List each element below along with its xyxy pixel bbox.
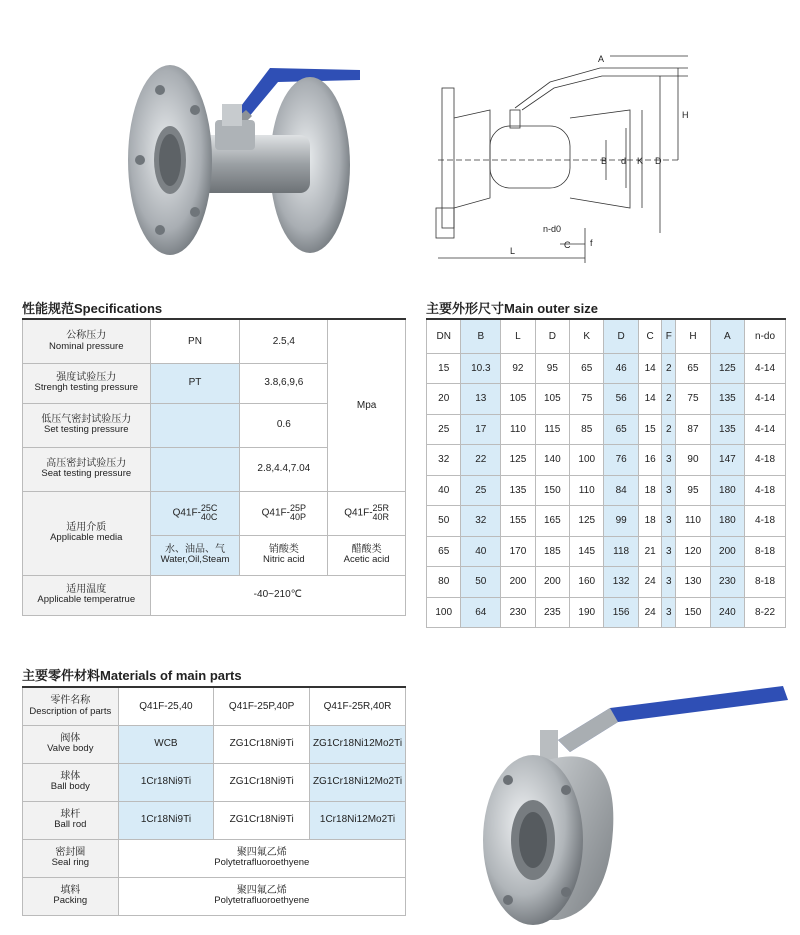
outer-size-cell: 80: [427, 567, 461, 598]
outer-size-cell: 156: [604, 597, 638, 628]
outer-size-cell: 135: [710, 414, 744, 445]
table-row: [427, 414, 786, 445]
specs-table: [22, 318, 406, 616]
spec-value: 3.8,6,9,6: [240, 363, 328, 403]
outer-size-cell: 180: [710, 506, 744, 537]
media-type: 销酸类 Nitric acid: [240, 535, 328, 575]
table-row: [427, 597, 786, 628]
outer-size-cell: 20: [427, 384, 461, 415]
outer-size-cell: 46: [604, 353, 638, 384]
svg-text:d: d: [621, 156, 627, 166]
outer-size-cell: 10.3: [461, 353, 501, 384]
outer-size-cell: 125: [570, 506, 604, 537]
svg-text:K: K: [637, 156, 644, 166]
svg-text:H: H: [682, 110, 689, 120]
outer-size-cell: 145: [570, 536, 604, 567]
table-row: [427, 353, 786, 384]
outer-size-cell: 4-18: [745, 506, 786, 537]
outer-size-title-zh: 主要外形尺寸: [426, 302, 505, 317]
outer-size-cell: 4-18: [745, 475, 786, 506]
outer-size-cell: 64: [461, 597, 501, 628]
outer-size-header: DN: [427, 319, 461, 353]
material-cell: 1Cr18Ni12Mo2Ti: [310, 801, 406, 839]
outer-size-cell: 92: [501, 353, 535, 384]
outer-size-cell: 147: [710, 445, 744, 476]
outer-size-cell: 115: [535, 414, 569, 445]
outer-size-cell: 110: [501, 414, 535, 445]
outer-size-cell: 25: [427, 414, 461, 445]
svg-text:f: f: [590, 238, 593, 248]
part-label: 密封圈 Seal ring: [23, 839, 119, 877]
outer-size-cell: 18: [638, 475, 662, 506]
outer-size-cell: 25: [461, 475, 501, 506]
outer-size-cell: 4-14: [745, 414, 786, 445]
outer-size-cell: 13: [461, 384, 501, 415]
outer-size-cell: 135: [710, 384, 744, 415]
outer-size-cell: 15: [427, 353, 461, 384]
spec-value: 2.5,4: [240, 319, 328, 363]
material-cell: ZG1Cr18Ni9Ti: [214, 801, 310, 839]
outer-size-cell: 4-14: [745, 384, 786, 415]
part-label: 填料 Packing: [23, 877, 119, 915]
outer-size-cell: 50: [461, 567, 501, 598]
spec-row-label: 高压密封试验压力 Seat testing pressure: [23, 447, 151, 491]
materials-title-en: Materials of main parts: [100, 668, 242, 683]
outer-size-cell: 2: [662, 414, 676, 445]
material-cell: ZG1Cr18Ni9Ti: [214, 763, 310, 801]
spec-code: PT: [150, 363, 240, 403]
media-model: Q41F- 25R 40R: [328, 491, 406, 535]
outer-size-cell: 85: [570, 414, 604, 445]
spec-row-label: 公称压力 Nominal pressure: [23, 319, 151, 363]
outer-size-cell: 8-22: [745, 597, 786, 628]
materials-col: Q41F-25R,40R: [310, 687, 406, 725]
spec-value: 0.6: [240, 403, 328, 447]
outer-size-cell: 15: [638, 414, 662, 445]
outer-size-cell: 22: [461, 445, 501, 476]
materials-header-label: 零件名称 Description of parts: [23, 687, 119, 725]
outer-size-cell: 185: [535, 536, 569, 567]
outer-size-cell: 75: [676, 384, 710, 415]
outer-size-cell: 32: [461, 506, 501, 537]
outer-size-cell: 21: [638, 536, 662, 567]
outer-size-cell: 24: [638, 597, 662, 628]
material-cell: ZG1Cr18Ni12Mo2Ti: [310, 725, 406, 763]
outer-size-header: C: [638, 319, 662, 353]
outer-size-cell: 4-18: [745, 445, 786, 476]
outer-size-cell: 240: [710, 597, 744, 628]
part-label: 球体 Ball body: [23, 763, 119, 801]
spec-row-label: 适用介质 Applicable media: [23, 491, 151, 575]
outer-size-cell: 17: [461, 414, 501, 445]
spec-code: PN: [150, 319, 240, 363]
outer-size-cell: 110: [676, 506, 710, 537]
outer-size-cell: 90: [676, 445, 710, 476]
outer-size-cell: 65: [676, 353, 710, 384]
spec-unit: Mpa: [328, 319, 406, 491]
spec-value: 2.8,4.4,7.04: [240, 447, 328, 491]
outer-size-cell: 105: [501, 384, 535, 415]
outer-size-cell: 56: [604, 384, 638, 415]
outer-size-cell: 3: [662, 475, 676, 506]
outer-size-cell: 135: [501, 475, 535, 506]
outer-size-title: [426, 298, 598, 317]
outer-size-cell: 84: [604, 475, 638, 506]
outer-size-header: H: [676, 319, 710, 353]
media-type: 水、油品、气 Water,Oil,Steam: [150, 535, 240, 575]
outer-size-cell: 105: [535, 384, 569, 415]
spec-row-label: 适用温度 Applicable temperatrue: [23, 575, 151, 615]
outer-size-header: L: [501, 319, 535, 353]
outer-size-cell: 32: [427, 445, 461, 476]
part-label: 球杆 Ball rod: [23, 801, 119, 839]
outer-size-cell: 2: [662, 353, 676, 384]
outer-size-cell: 14: [638, 384, 662, 415]
table-row: [427, 506, 786, 537]
outer-size-cell: 95: [535, 353, 569, 384]
outer-size-cell: 3: [662, 597, 676, 628]
outer-size-cell: 118: [604, 536, 638, 567]
svg-text:C: C: [564, 240, 571, 250]
outer-size-table: [426, 318, 786, 628]
outer-size-header: B: [461, 319, 501, 353]
spec-row-label: 低压气密封试验压力 Set testing pressure: [23, 403, 151, 447]
material-cell: WCB: [118, 725, 214, 763]
valve-photo-bottom: [478, 680, 788, 930]
outer-size-cell: 170: [501, 536, 535, 567]
table-row: [427, 567, 786, 598]
outer-size-cell: 230: [710, 567, 744, 598]
material-cell: 1Cr18Ni9Ti: [118, 763, 214, 801]
media-model: Q41F- 25C 40C: [150, 491, 240, 535]
outer-size-cell: 140: [535, 445, 569, 476]
outer-size-header: K: [570, 319, 604, 353]
outer-size-cell: 40: [461, 536, 501, 567]
outer-size-cell: 235: [535, 597, 569, 628]
outer-size-cell: 4-14: [745, 353, 786, 384]
outer-size-header: A: [710, 319, 744, 353]
outer-size-cell: 160: [570, 567, 604, 598]
specs-title-zh: 性能规范: [22, 302, 75, 317]
outer-size-cell: 3: [662, 445, 676, 476]
materials-col: Q41F-25,40: [118, 687, 214, 725]
drawing-labels: [510, 54, 689, 256]
table-row: [427, 445, 786, 476]
outer-size-cell: 87: [676, 414, 710, 445]
outer-size-cell: 8-18: [745, 536, 786, 567]
outer-size-cell: 65: [427, 536, 461, 567]
media-model: Q41F- 25P 40P: [240, 491, 328, 535]
outer-size-cell: 76: [604, 445, 638, 476]
outer-size-cell: 230: [501, 597, 535, 628]
specs-title-en: Specifications: [74, 301, 163, 316]
outer-size-header: F: [662, 319, 676, 353]
dimension-drawing: [430, 48, 700, 268]
outer-size-cell: 165: [535, 506, 569, 537]
outer-size-cell: 200: [501, 567, 535, 598]
outer-size-header: D: [604, 319, 638, 353]
outer-size-cell: 99: [604, 506, 638, 537]
outer-size-cell: 132: [604, 567, 638, 598]
outer-size-cell: 14: [638, 353, 662, 384]
outer-size-cell: 155: [501, 506, 535, 537]
materials-title-zh: 主要零件材料: [22, 669, 101, 684]
outer-size-cell: 16: [638, 445, 662, 476]
outer-size-cell: 200: [710, 536, 744, 567]
outer-size-cell: 125: [710, 353, 744, 384]
outer-size-cell: 100: [427, 597, 461, 628]
outer-size-cell: 65: [570, 353, 604, 384]
outer-size-cell: 8-18: [745, 567, 786, 598]
svg-text:n-d0: n-d0: [543, 224, 562, 234]
valve-photo-top: [120, 40, 360, 270]
outer-size-cell: 65: [604, 414, 638, 445]
material-cell: 1Cr18Ni9Ti: [118, 801, 214, 839]
svg-text:B: B: [601, 156, 608, 166]
outer-size-cell: 110: [570, 475, 604, 506]
outer-size-cell: 24: [638, 567, 662, 598]
outer-size-cell: 75: [570, 384, 604, 415]
svg-text:L: L: [510, 246, 516, 256]
materials-col: Q41F-25P,40P: [214, 687, 310, 725]
outer-size-cell: 125: [501, 445, 535, 476]
outer-size-cell: 180: [710, 475, 744, 506]
outer-size-cell: 200: [535, 567, 569, 598]
material-cell: ZG1Cr18Ni12Mo2Ti: [310, 763, 406, 801]
svg-text:D: D: [655, 156, 662, 166]
table-row: [427, 384, 786, 415]
materials-table: [22, 686, 406, 916]
outer-size-cell: 2: [662, 384, 676, 415]
material-merged: 聚四氟乙烯 Polytetrafluoroethyene: [118, 839, 405, 877]
table-row: [427, 536, 786, 567]
outer-size-header: n-do: [745, 319, 786, 353]
outer-size-cell: 3: [662, 536, 676, 567]
outer-size-header: D: [535, 319, 569, 353]
specs-title: [22, 298, 162, 317]
media-type: 醋酸类 Acetic acid: [328, 535, 406, 575]
material-merged: 聚四氟乙烯 Polytetrafluoroethyene: [118, 877, 405, 915]
temp-value: -40~210℃: [150, 575, 405, 615]
outer-size-cell: 150: [676, 597, 710, 628]
outer-size-cell: 150: [535, 475, 569, 506]
spec-code: [150, 447, 240, 491]
outer-size-cell: 95: [676, 475, 710, 506]
outer-size-cell: 3: [662, 506, 676, 537]
outer-size-cell: 3: [662, 567, 676, 598]
spec-code: [150, 403, 240, 447]
outer-size-cell: 120: [676, 536, 710, 567]
outer-size-cell: 130: [676, 567, 710, 598]
outer-size-cell: 40: [427, 475, 461, 506]
material-cell: ZG1Cr18Ni9Ti: [214, 725, 310, 763]
outer-size-cell: 100: [570, 445, 604, 476]
svg-text:A: A: [598, 54, 605, 64]
outer-size-cell: 18: [638, 506, 662, 537]
outer-size-cell: 190: [570, 597, 604, 628]
outer-size-title-en: Main outer size: [504, 301, 598, 316]
materials-title: [22, 665, 242, 684]
spec-row-label: 强度试验压力 Strengh testing pressure: [23, 363, 151, 403]
table-row: [427, 475, 786, 506]
outer-size-cell: 50: [427, 506, 461, 537]
part-label: 阀体 Valve body: [23, 725, 119, 763]
